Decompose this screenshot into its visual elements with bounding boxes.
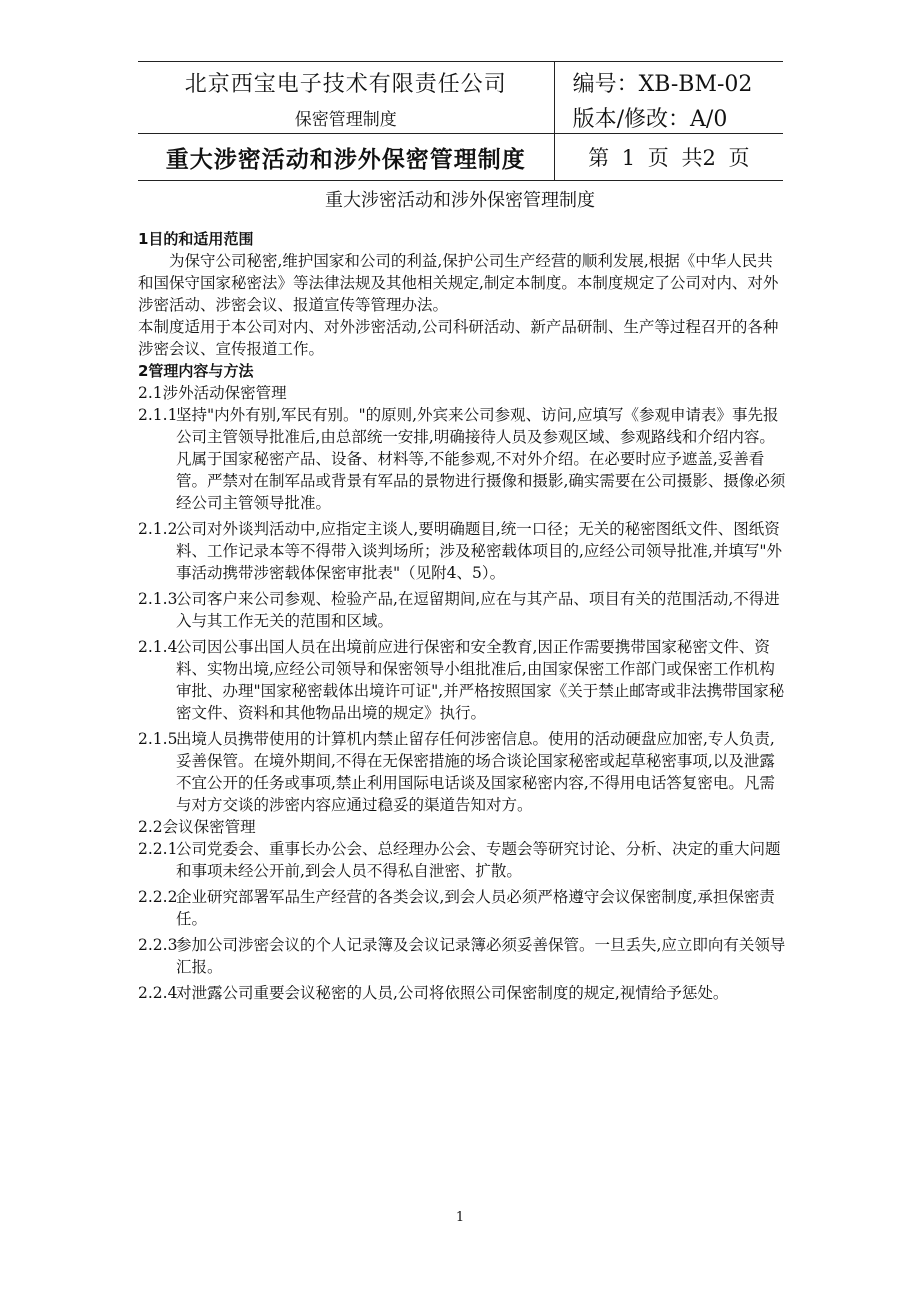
list-item [138, 728, 788, 816]
item-text: 对泄露公司重要会议秘密的人员,公司将依照公司保密制度的规定,视情给予惩处。 [176, 984, 729, 1002]
section-heading: 2管理内容与方法 [138, 362, 254, 380]
list-item [138, 636, 788, 724]
item-number: 2.1.1 [138, 406, 178, 424]
item-number: 2.2.4 [138, 984, 178, 1002]
list-item [138, 588, 788, 632]
document-body [138, 228, 788, 1004]
item-text: 坚持"内外有别,军民有别。"的原则,外宾来公司参观、访问,应填写《参观申请表》事先报公司主管领导批准后,由总部统一安排,明确接待人员及参观区域、参观路线和介绍内容。凡属于国家秘密产品、设备、材料等,不能参观,不对外介绍。在必要时应予遮盖,妥善看管。严禁对在制军品或背景有军品的景物进行摄像和摄影,确实需要在公司摄影、摄像必须经公司主管领导批准。 [176, 406, 786, 512]
item-text: 公司对外谈判活动中,应指定主谈人,要明确题目,统一口径；无关的秘密图纸文件、图纸资料、工作记录本等不得带入谈判场所；涉及秘密载体项目的,应经公司领导批准,并填写"外事活动携带涉密载体保密审批表"（见附4、5）。 [176, 520, 782, 582]
item-text: 公司党委会、重事长办公会、总经理办公会、专题会等研究讨论、分析、决定的重大问题和事项未经公开前,到会人员不得私自泄密、扩散。 [176, 840, 781, 880]
item-text: 出境人员携带使用的计算机内禁止留存任何涉密信息。使用的活动硬盘应加密,专人负责,妥善保管。在境外期间,不得在无保密措施的场合谈论国家秘密或起草秘密事项,以及泄露不宜公开的任务或事项,禁止利用国际电话谈及国家秘密内容,不得用电话答复密电。凡需与对方交谈的涉密内容应通过稳妥的渠道告知对方。 [176, 730, 775, 814]
item-number: 2.1.4 [138, 638, 178, 656]
company-name: 北京西宝电子技术有限责任公司 [138, 62, 554, 103]
item-number: 2.2.3 [138, 936, 178, 954]
list-item [138, 934, 788, 978]
section-heading: 1目的和适用范围 [138, 230, 254, 248]
header-subtitle: 保密管理制度 [138, 102, 554, 134]
page-info: 第 1 页 共2 页 [554, 134, 783, 181]
item-text: 参加公司涉密会议的个人记录簿及会议记录簿必须妥善保管。一旦丢失,应立即向有关领导汇报。 [176, 936, 786, 976]
page-number: 1 [455, 1210, 465, 1225]
item-number: 2.1.3 [138, 590, 178, 608]
item-number: 2.2.2 [138, 888, 178, 906]
item-text: 公司因公事出国人员在出境前应进行保密和安全教育,因正作需要携带国家秘密文件、资料、实物出境,应经公司领导和保密领导小组批准后,由国家保密工作部门或保密工作机构审批、办理"国家秘密载体出境许可证",并严格按照国家《关于禁止邮寄或非法携带国家秘密文件、资料和其他物品出境的规定》执行。 [176, 638, 785, 722]
subsection-heading: 2.2会议保密管理 [138, 818, 256, 836]
document-title: 重大涉密活动和涉外保密管理制度 [325, 190, 595, 211]
list-item [138, 982, 788, 1004]
header-title: 重大涉密活动和涉外保密管理制度 [138, 134, 554, 181]
list-item [138, 518, 788, 584]
list-item [138, 886, 788, 930]
document-number: 编号：XB-BM-02 [554, 62, 783, 103]
item-number: 2.1.2 [138, 520, 178, 538]
subsection-heading: 2.1涉外活动保密管理 [138, 384, 287, 402]
item-text: 企业研究部署军品生产经营的各类会议,到会人员必须严格遵守会议保密制度,承担保密责任。 [176, 888, 775, 928]
item-text: 公司客户来公司参观、检验产品,在逗留期间,应在与其产品、项目有关的范围活动,不得进入与其工作无关的范围和区域。 [176, 590, 780, 630]
list-item [138, 838, 788, 882]
item-number: 2.2.1 [138, 840, 178, 858]
document-header [138, 61, 783, 181]
version-info: 版本/修改：A/0 [554, 102, 783, 134]
list-item [138, 404, 788, 514]
paragraph: 本制度适用于本公司对内、对外涉密活动,公司科研活动、新产品研制、生产等过程召开的各种涉密会议、宣传报道工作。 [138, 318, 779, 358]
item-number: 2.1.5 [138, 730, 178, 748]
paragraph: 为保守公司秘密,维护国家和公司的利益,保护公司生产经营的顺利发展,根据《中华人民共和国保守国家秘密法》等法律法规及其他相关规定,制定本制度。本制度规定了公司对内、对外涉密活动、涉密会议、报道宣传等管理办法。 [138, 252, 779, 314]
